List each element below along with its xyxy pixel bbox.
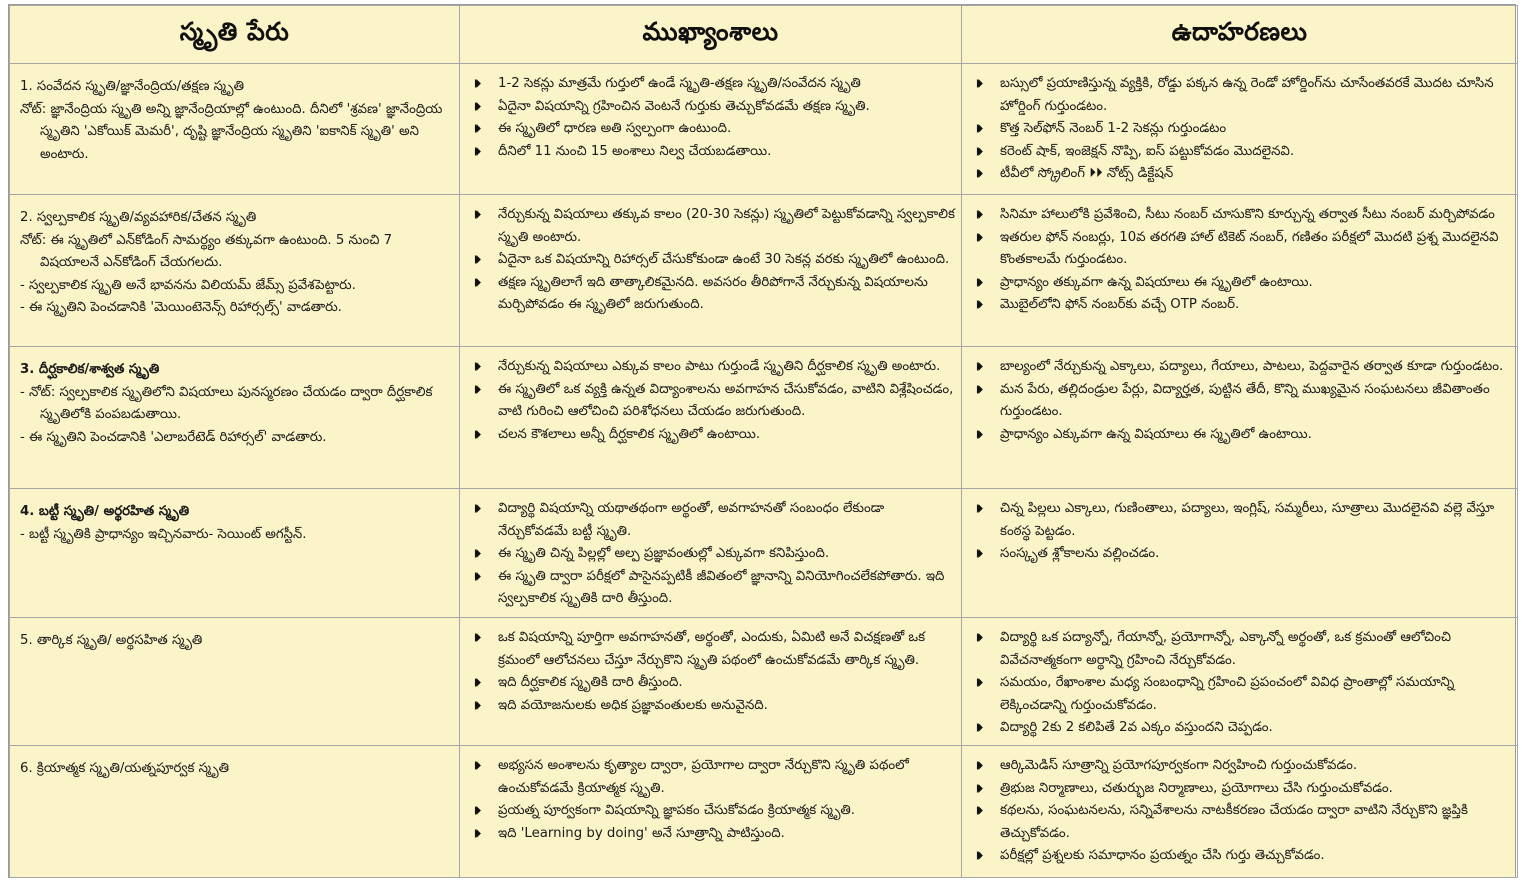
memory-type-title: 4. బట్టీ స్మృతి/ అర్థరహిత స్మృతి [20, 504, 190, 519]
feature-text: చలన కౌశలాలు అన్నీ దీర్ఘకాలిక స్మృతిలో ఉంటాయి. [498, 426, 761, 442]
example-item [974, 543, 1511, 566]
feature-text: ఈ స్మృతిలో ఒక వ్యక్తి ఉన్నత విద్యాంశాలను అవగాహన చేసుకోవడం, వాటిని విశ్లేషించడం, వాటి గురించి ఆలోచించి పరిశోధనలు చేయడం జరుగుతుంది. [498, 381, 954, 419]
example-text: ఇతరుల ఫోన్ నంబర్లు, 10వ తరగతి హాల్ టికెట్ నంబర్, గణితం పరీక్షలో మొదటి ప్రశ్న మొదలైనవి కొంతకాలమే గుర్తుండటం. [1000, 229, 1499, 267]
feature-text: 1-2 సెకన్లు మాత్రమే గుర్తులో ఉండే స్మృతి-తక్షణ స్మృతి/సంవేదన స్మృతి [498, 76, 861, 91]
feature-text: ఏదైనా ఒక విషయాన్ని రిహార్సల్ చేసుకోకుండా ఉంటే 30 సెకన్ల వరకు స్మృతిలో ఉంటుంది. [498, 252, 950, 267]
memory-row [10, 489, 1518, 618]
memory-type-title: 2. స్వల్పకాలిక స్మృతి/వ్యవహారిక/చేతన స్మృతి [20, 210, 257, 225]
double-arrow-bullet-icon: ⏵⏵ [474, 631, 477, 644]
memory-row [10, 618, 1518, 746]
feature-item [472, 204, 955, 249]
example-list [974, 498, 1511, 566]
feature-text: ఈ స్మృతి చిన్న పిల్లల్లో అల్ప ప్రజ్ఞావంతుల్లో ఎక్కువగా కనిపిస్తుంది. [498, 546, 830, 561]
double-arrow-bullet-icon: ⏵⏵ [474, 804, 477, 817]
examples-cell [962, 618, 1518, 746]
feature-list [472, 755, 955, 845]
double-arrow-bullet-icon: ⏵⏵ [474, 382, 477, 396]
example-item [974, 717, 1511, 740]
memory-type-cell [10, 347, 460, 489]
feature-list [472, 627, 955, 717]
double-arrow-bullet-icon: ⏵⏵ [976, 208, 979, 221]
double-arrow-bullet-icon: ⏵⏵ [976, 122, 979, 135]
feature-text: ఇది దీర్ఘకాలిక స్మృతికి దారి తీస్తుంది. [498, 675, 683, 690]
feature-text: అభ్యసన అంశాలను కృత్యాల ద్వారా, ప్రయోగాల ద్వారా నేర్చుకొని స్మృతి పథంలో ఉంచుకోవడమే క్రియాత్మక స్మృతి. [498, 758, 909, 796]
double-arrow-bullet-icon: ⏵⏵ [976, 804, 979, 817]
example-item [974, 498, 1511, 543]
example-list [974, 204, 1511, 317]
example-list [974, 73, 1511, 186]
feature-text: తక్షణ స్మృతిలాగే ఇది తాత్కాలికమైనది. అవసరం తీరిపోగానే నేర్చుకున్న విషయాలను మర్చిపోవడం ఈ స్మృతిలో జరుగుతుంది. [498, 274, 928, 312]
double-arrow-bullet-icon: ⏵⏵ [474, 826, 477, 840]
memory-type-cell [10, 195, 460, 347]
feature-item [472, 823, 955, 846]
feature-text: ఒక విషయాన్ని పూర్తిగా అవగాహనతో, అర్థంతో, ఎందుకు, ఏమిటి అనే విచక్షణతో ఒక క్రమంలో ఆలోచనలు చేస్తూ నేర్చుకొని స్మృతి పథంలో ఉంచుకోవడమే తార్కిక స్మృతి. [498, 630, 926, 668]
feature-list [472, 356, 955, 446]
memory-type-cell [10, 489, 460, 618]
double-arrow-bullet-icon: ⏵⏵ [474, 99, 477, 113]
memory-row [10, 746, 1518, 878]
memory-types-table [9, 5, 1518, 878]
example-item [974, 627, 1511, 672]
examples-cell [962, 489, 1518, 618]
example-item [974, 672, 1511, 717]
feature-list [472, 498, 955, 611]
memory-type-title: 3. దీర్ఘకాలిక/శాశ్వత స్మృతి [20, 362, 160, 377]
double-arrow-bullet-icon: ⏵⏵ [976, 230, 979, 244]
example-item [974, 118, 1511, 141]
example-text: విద్యార్థి 2కు 2 కలిపితే 2వ ఎక్కం వస్తుందని చెప్పడం. [1000, 720, 1273, 735]
double-arrow-bullet-icon: ⏵⏵ [976, 275, 979, 289]
feature-item [472, 800, 955, 823]
memory-row [10, 347, 1518, 489]
example-item [974, 800, 1511, 845]
double-arrow-bullet-icon: ⏵⏵ [474, 502, 477, 515]
feature-text: ఈ స్మృతి ద్వారా పరీక్షలో పాసైనప్పటికీ జీవితంలో జ్ఞానాన్ని వినియోగించలేకపోతారు. ఇది స్వల్పకాలిక స్మృతికి దారి తీస్తుంది. [498, 568, 945, 606]
example-text: విద్యార్థి ఒక పద్యాన్నో, గేయాన్నో, ప్రయోగాన్నో, ఎక్కాన్నో అర్థంతో, ఒక క్రమంతో ఆలోచించి వివేచనాత్మకంగా అర్థాన్ని గ్రహించి నేర్చుకోవడం. [1000, 630, 1452, 668]
example-item [974, 227, 1511, 272]
example-list [974, 356, 1511, 446]
double-arrow-bullet-icon: ⏵⏵ [474, 427, 477, 441]
example-text: పరీక్షల్లో ప్రశ్నలకు సమాధానం ప్రయత్నం చేసి గుర్తు తెచ్చుకోవడం. [1000, 848, 1325, 863]
double-arrow-bullet-icon: ⏵⏵ [474, 569, 477, 583]
feature-item [472, 627, 955, 672]
memory-type-title: 5. తార్కిక స్మృతి/ అర్థసహిత స్మృతి [20, 633, 203, 648]
features-cell [460, 64, 962, 195]
features-cell [460, 347, 962, 489]
example-text: సంస్కృత శ్లోకాలను వల్లించడం. [1000, 546, 1160, 561]
feature-item [472, 379, 955, 424]
memory-type-note: నోట్: ఈ స్మృతిలో ఎన్‌కోడింగ్ సామర్థ్యం తక్కువగా ఉంటుంది. 5 నుంచి 7 విషయాలనే ఎన్‌కోడింగ్ చేయగలదు. [20, 232, 393, 270]
feature-item [472, 73, 955, 96]
double-arrow-bullet-icon: ⏵⏵ [474, 253, 477, 266]
features-cell [460, 746, 962, 878]
feature-item [472, 566, 955, 611]
example-text: కొత్త సెల్‌ఫోన్ నెంబర్ 1-2 సెకన్లు గుర్తుండటం [1000, 121, 1227, 136]
feature-text: ఏదైనా విషయాన్ని గ్రహించిన వెంటనే గుర్తుకు తెచ్చుకోవడమే తక్షణ స్మృతి. [498, 98, 870, 114]
header-memory-type: స్మృతి పేరు [10, 6, 460, 64]
double-arrow-bullet-icon: ⏵⏵ [474, 759, 477, 772]
example-text: ప్రాధాన్యం ఎక్కువగా ఉన్న విషయాలు ఈ స్మృతిలో ఉంటాయి. [1000, 426, 1312, 442]
example-item [974, 141, 1511, 164]
example-item [974, 204, 1511, 227]
feature-item [472, 424, 955, 447]
example-text: టీవీలో స్క్రోలింగ్ ⏵⏵ నోట్స్ డిక్టేషన్ [1000, 166, 1174, 181]
feature-text: నేర్చుకున్న విషయాలు తక్కువ కాలం (20-30 సెకన్లు) స్మృతిలో పెట్టుకోవడాన్ని స్వల్పకాలిక స్మృతి అంటారు. [498, 207, 955, 245]
feature-item [472, 118, 955, 141]
header-key-features: ముఖ్యాంశాలు [460, 6, 962, 64]
double-arrow-bullet-icon: ⏵⏵ [976, 77, 979, 90]
example-text: త్రిభుజ నిర్మాణాలు, చతుర్భుజ నిర్మాణాలు, ప్రయోగాలు చేసి గుర్తుంచుకోవడం. [1000, 780, 1393, 796]
memory-type-cell [10, 618, 460, 746]
examples-cell [962, 746, 1518, 878]
memory-row [10, 195, 1518, 347]
example-item [974, 755, 1511, 778]
examples-cell [962, 347, 1518, 489]
example-text: ఆర్కిమెడిస్ సూత్రాన్ని ప్రయోగపూర్వకంగా నిర్వహించి గుర్తుంచుకోవడం. [1000, 758, 1358, 773]
double-arrow-bullet-icon: ⏵⏵ [976, 144, 979, 158]
double-arrow-bullet-icon: ⏵⏵ [976, 502, 979, 515]
double-arrow-bullet-icon: ⏵⏵ [976, 360, 979, 373]
double-arrow-bullet-icon: ⏵⏵ [474, 275, 477, 289]
header-row [10, 6, 1518, 64]
double-arrow-bullet-icon: ⏵⏵ [976, 781, 979, 795]
double-arrow-bullet-icon: ⏵⏵ [976, 676, 979, 689]
memory-type-note: - బట్టీ స్మృతికి ప్రాధాన్యం ఇచ్చినవారు- సెయింట్ అగస్టీన్. [20, 526, 307, 542]
memory-type-title: 6. క్రియాత్మక స్మృతి/యత్నపూర్వక స్మృతి [20, 761, 229, 776]
double-arrow-bullet-icon: ⏵⏵ [474, 547, 477, 560]
example-text: చిన్న పిల్లలు ఎక్కాలు, గుణింతాలు, పద్యాలు, ఇంగ్లిష్, సమ్మరీలు, సూత్రాలు మొదలైనవి వల్లె వేస్తూ కంఠస్థ పెట్టడం. [1000, 501, 1495, 539]
feature-item [472, 755, 955, 800]
example-item [974, 294, 1511, 317]
memory-type-cell [10, 746, 460, 878]
feature-text: ఈ స్మృతిలో ధారణ అతి స్వల్పంగా ఉంటుంది. [498, 121, 732, 136]
memory-type-cell [10, 64, 460, 195]
feature-item [472, 498, 955, 543]
memory-type-title: 1. సంవేదన స్మృతి/జ్ఞానేంద్రియ/తక్షణ స్మృతి [20, 79, 245, 94]
double-arrow-bullet-icon: ⏵⏵ [976, 167, 979, 180]
memory-row [10, 64, 1518, 195]
example-list [974, 627, 1511, 740]
example-text: మన పేరు, తల్లిదండ్రుల పేర్లు, విద్యార్హత, పుట్టిన తేదీ, కొన్ని ముఖ్యమైన సంఘటనలు జీవితాంతం గుర్తుండటం. [1000, 381, 1490, 419]
example-text: కరెంట్ షాక్, ఇంజెక్షన్ నొప్పి, ఐస్ పట్టుకోవడం మొదలైనవి. [1000, 143, 1295, 159]
double-arrow-bullet-icon: ⏵⏵ [976, 849, 979, 862]
example-item [974, 845, 1511, 868]
memory-type-note: - ఈ స్మృతిని పెంచడానికి 'మెయింటెనెన్స్ రిహార్సల్స్' వాడతారు. [20, 300, 342, 315]
double-arrow-bullet-icon: ⏵⏵ [976, 427, 979, 441]
feature-item [472, 249, 955, 272]
memory-types-sheet [8, 4, 1516, 878]
examples-cell [962, 64, 1518, 195]
feature-item [472, 141, 955, 164]
feature-text: ప్రయత్న పూర్వకంగా విషయాన్ని జ్ఞాపకం చేసుకోవడం క్రియాత్మక స్మృతి. [498, 803, 856, 818]
features-cell [460, 195, 962, 347]
example-text: ప్రాధాన్యం తక్కువగా ఉన్న విషయాలు ఈ స్మృతిలో ఉంటాయి. [1000, 274, 1313, 290]
double-arrow-bullet-icon: ⏵⏵ [474, 208, 477, 221]
double-arrow-bullet-icon: ⏵⏵ [976, 631, 979, 644]
feature-item [472, 96, 955, 119]
example-list [974, 755, 1511, 868]
example-item [974, 424, 1511, 447]
double-arrow-bullet-icon: ⏵⏵ [474, 676, 477, 689]
example-text: మొబైల్‌లోని ఫోన్ నంబర్‌కు వచ్చే OTP నంబర్. [1000, 297, 1240, 312]
double-arrow-bullet-icon: ⏵⏵ [474, 144, 477, 158]
feature-text: ఇది 'Learning by doing' అనే సూత్రాన్ని పాటిస్తుంది. [498, 825, 785, 841]
double-arrow-bullet-icon: ⏵⏵ [474, 698, 477, 712]
feature-item [472, 543, 955, 566]
example-item [974, 356, 1511, 379]
double-arrow-bullet-icon: ⏵⏵ [474, 122, 477, 135]
example-text: బాల్యంలో నేర్చుకున్న ఎక్కాలు, పద్యాలు, గేయాలు, పాటలు, పెద్దవారైన తర్వాత కూడా గుర్తుండటం. [1000, 359, 1504, 374]
memory-type-note: - స్వల్పకాలిక స్మృతి అనే భావనను విలియమ్ జేమ్స్ ప్రవేశపెట్టారు. [20, 277, 356, 293]
example-text: బస్సులో ప్రయాణిస్తున్న వ్యక్తికి, రోడ్డు పక్కన ఉన్న రెండో హోర్డింగ్‌ను చూసేంతవరకే మొదట చూసిన హోర్డింగ్ గుర్తుండటం. [1000, 76, 1494, 114]
feature-list [472, 204, 955, 317]
feature-item [472, 272, 955, 317]
memory-type-note: - ఈ స్మృతిని పెంచడానికి 'ఎలాబరేటెడ్ రిహార్సల్' వాడతారు. [20, 429, 327, 445]
double-arrow-bullet-icon: ⏵⏵ [976, 759, 979, 772]
feature-list [472, 73, 955, 163]
header-examples: ఉదాహరణలు [962, 6, 1518, 64]
example-item [974, 163, 1511, 186]
feature-item [472, 695, 955, 718]
double-arrow-bullet-icon: ⏵⏵ [474, 77, 477, 90]
example-item [974, 272, 1511, 295]
feature-text: ఇది వయోజనులకు అధిక ప్రజ్ఞావంతులకు అనువైనది. [498, 697, 768, 713]
double-arrow-bullet-icon: ⏵⏵ [976, 298, 979, 311]
features-cell [460, 618, 962, 746]
feature-text: దీనిలో 11 నుంచి 15 అంశాలు నిల్వ చేయబడతాయి. [498, 143, 772, 159]
double-arrow-bullet-icon: ⏵⏵ [474, 360, 477, 373]
example-text: సినిమా హాలులోకి ప్రవేశించి, సీటు నంబర్ చూసుకొని కూర్చున్న తర్వాత సీటు నంబర్ మర్చిపోవడం [1000, 207, 1495, 222]
example-item [974, 379, 1511, 424]
memory-type-note: నోట్: జ్ఞానేంద్రియ స్మృతి అన్ని జ్ఞానేంద్రియాల్లో ఉంటుంది. దీనిలో 'శ్రవణ' జ్ఞానేంద్రియ స్మృతిని 'ఎకోయిక్ మెమరీ', దృష్టి జ్ఞానేంద్రియ స్మృతిని 'ఐకానిక్ స్మృతి' అని అంటారు. [20, 101, 443, 162]
example-text: కథలను, సంఘటనలను, సన్నివేశాలను నాటకీకరణం చేయడం ద్వారా వాటిని నేర్చుకొని జ్ఞప్తికి తెచ్చుకోవడం. [1000, 803, 1468, 841]
double-arrow-bullet-icon: ⏵⏵ [976, 382, 979, 396]
feature-text: విద్యార్థి విషయాన్ని యథాతథంగా అర్థంతో, అవగాహనతో సంబంధం లేకుండా నేర్చుకోవడమే బట్టీ స్మృతి. [498, 501, 885, 539]
example-item [974, 73, 1511, 118]
feature-item [472, 356, 955, 379]
examples-cell [962, 195, 1518, 347]
feature-text: నేర్చుకున్న విషయాలు ఎక్కువ కాలం పాటు గుర్తుండే స్మృతిని దీర్ఘకాలిక స్మృతి అంటారు. [498, 359, 941, 374]
example-text: సమయం, రేఖాంశాల మధ్య సంబంధాన్ని గ్రహించి ప్రపంచంలో వివిధ ప్రాంతాల్లో సమయాన్ని లెక్కించడాన్ని గుర్తుంచుకోవడం. [1000, 675, 1455, 713]
double-arrow-bullet-icon: ⏵⏵ [976, 547, 979, 560]
double-arrow-bullet-icon: ⏵⏵ [976, 721, 979, 734]
example-item [974, 778, 1511, 801]
features-cell [460, 489, 962, 618]
memory-type-note: - నోట్: స్వల్పకాలిక స్మృతిలోని విషయాలు పునస్మరణం చేయడం ద్వారా దీర్ఘకాలిక స్మృతిలోకి పంపబడుతాయి. [20, 384, 433, 422]
feature-item [472, 672, 955, 695]
